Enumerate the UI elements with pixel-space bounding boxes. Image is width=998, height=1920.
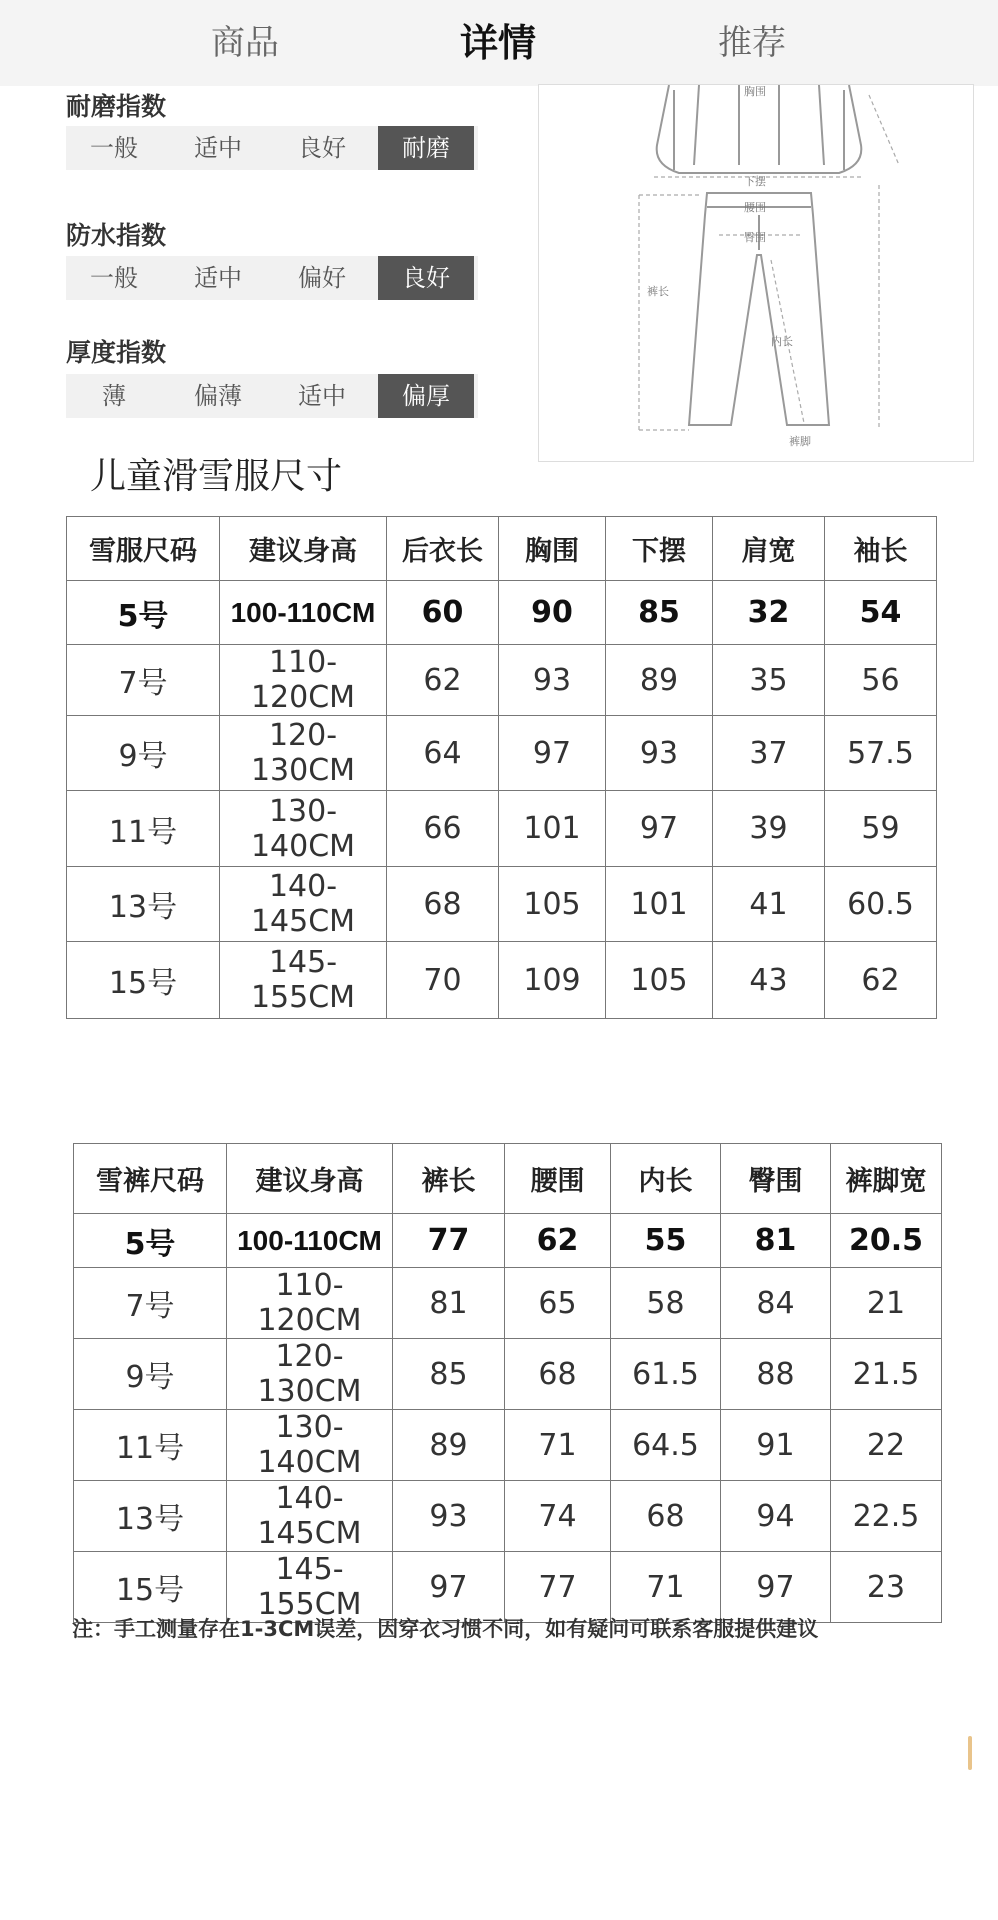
diagram-label: 下摆 bbox=[744, 175, 766, 188]
tab-details[interactable]: 详情 bbox=[459, 21, 536, 65]
wear-option: 一般 bbox=[90, 134, 138, 162]
table-cell: 66 bbox=[387, 791, 499, 867]
table-cell: 11号 bbox=[74, 1410, 227, 1481]
header-cell: 腰围 bbox=[505, 1144, 611, 1214]
table-cell: 21 bbox=[831, 1268, 942, 1339]
waterproof-option: 偏好 bbox=[298, 264, 346, 292]
table-header-row bbox=[74, 1144, 942, 1214]
table-cell: 62 bbox=[387, 645, 499, 716]
thickness-option: 适中 bbox=[298, 382, 346, 410]
waterproof-index-title: 防水指数 bbox=[66, 221, 167, 250]
table-cell: 21.5 bbox=[831, 1339, 942, 1410]
diagram-label: 胸围 bbox=[744, 85, 766, 98]
table-cell: 20.5 bbox=[831, 1214, 942, 1268]
table-cell: 97 bbox=[721, 1552, 831, 1623]
table-cell: 41 bbox=[713, 867, 825, 942]
table-cell: 22 bbox=[831, 1410, 942, 1481]
table-cell: 110-120CM bbox=[227, 1268, 393, 1339]
thickness-option: 偏薄 bbox=[194, 382, 242, 410]
table-cell: 5号 bbox=[74, 1214, 227, 1268]
table-cell: 130-140CM bbox=[227, 1410, 393, 1481]
waterproof-option-selected: 良好 bbox=[378, 256, 474, 300]
table-cell: 81 bbox=[393, 1268, 505, 1339]
table-cell: 64.5 bbox=[611, 1410, 721, 1481]
thickness-index-title: 厚度指数 bbox=[66, 338, 167, 367]
table-cell: 109 bbox=[499, 942, 606, 1019]
table-row bbox=[67, 791, 937, 867]
table-cell: 140-145CM bbox=[227, 1481, 393, 1552]
wear-option: 良好 bbox=[298, 134, 346, 162]
table-row bbox=[74, 1214, 942, 1268]
waterproof-index-bar bbox=[66, 256, 478, 300]
jacket-size-table bbox=[66, 516, 937, 1019]
table-row bbox=[74, 1481, 942, 1552]
table-cell: 62 bbox=[825, 942, 937, 1019]
table-cell: 22.5 bbox=[831, 1481, 942, 1552]
table-cell: 35 bbox=[713, 645, 825, 716]
table-cell: 120-130CM bbox=[227, 1339, 393, 1410]
table-cell: 13号 bbox=[74, 1481, 227, 1552]
table-cell: 71 bbox=[505, 1410, 611, 1481]
measurement-note: 注：手工测量存在1-3CM误差，因穿衣习惯不同，如有疑问可联系客服提供建议 bbox=[72, 1617, 819, 1641]
table-cell: 74 bbox=[505, 1481, 611, 1552]
table-cell: 58 bbox=[611, 1268, 721, 1339]
table-row bbox=[67, 645, 937, 716]
table-row bbox=[67, 942, 937, 1019]
table-cell: 97 bbox=[606, 791, 713, 867]
table-cell: 101 bbox=[606, 867, 713, 942]
header-cell: 内长 bbox=[611, 1144, 721, 1214]
thickness-index-bar bbox=[66, 374, 478, 418]
table-cell: 9号 bbox=[74, 1339, 227, 1410]
table-cell: 93 bbox=[393, 1481, 505, 1552]
table-row bbox=[74, 1339, 942, 1410]
table-cell: 65 bbox=[505, 1268, 611, 1339]
table-cell: 89 bbox=[606, 645, 713, 716]
wear-option: 适中 bbox=[194, 134, 242, 162]
table-cell: 77 bbox=[505, 1552, 611, 1623]
table-cell: 71 bbox=[611, 1552, 721, 1623]
table-cell: 100-110CM bbox=[227, 1214, 393, 1268]
pants-size-table bbox=[73, 1143, 942, 1623]
diagram-label: 臀围 bbox=[744, 231, 766, 244]
header-cell: 下摆 bbox=[606, 517, 713, 581]
table-cell: 55 bbox=[611, 1214, 721, 1268]
wear-option-selected: 耐磨 bbox=[378, 126, 474, 170]
thickness-option-selected: 偏厚 bbox=[378, 374, 474, 418]
table-cell: 91 bbox=[721, 1410, 831, 1481]
table-cell: 101 bbox=[499, 791, 606, 867]
section-title: 儿童滑雪服尺寸 bbox=[90, 456, 343, 497]
table-cell: 93 bbox=[606, 716, 713, 791]
table-cell: 77 bbox=[393, 1214, 505, 1268]
table-cell: 13号 bbox=[67, 867, 220, 942]
table-cell: 85 bbox=[393, 1339, 505, 1410]
table-cell: 62 bbox=[505, 1214, 611, 1268]
table-cell: 68 bbox=[611, 1481, 721, 1552]
table-cell: 70 bbox=[387, 942, 499, 1019]
table-cell: 81 bbox=[721, 1214, 831, 1268]
top-tab-bar bbox=[0, 0, 998, 86]
table-cell: 61.5 bbox=[611, 1339, 721, 1410]
edge-decoration bbox=[968, 1736, 972, 1770]
header-cell: 袖长 bbox=[825, 517, 937, 581]
table-cell: 120-130CM bbox=[220, 716, 387, 791]
table-row bbox=[74, 1552, 942, 1623]
table-cell: 110-120CM bbox=[220, 645, 387, 716]
header-cell: 胸围 bbox=[499, 517, 606, 581]
table-cell: 100-110CM bbox=[220, 581, 387, 645]
table-cell: 97 bbox=[499, 716, 606, 791]
table-cell: 5号 bbox=[67, 581, 220, 645]
table-cell: 145-155CM bbox=[227, 1552, 393, 1623]
table-row bbox=[67, 867, 937, 942]
table-cell: 37 bbox=[713, 716, 825, 791]
table-cell: 84 bbox=[721, 1268, 831, 1339]
tab-product[interactable]: 商品 bbox=[211, 23, 279, 63]
table-cell: 93 bbox=[499, 645, 606, 716]
header-cell: 建议身高 bbox=[220, 517, 387, 581]
table-cell: 105 bbox=[606, 942, 713, 1019]
wear-index-bar bbox=[66, 126, 478, 170]
table-cell: 89 bbox=[393, 1410, 505, 1481]
table-cell: 140-145CM bbox=[220, 867, 387, 942]
diagram-label: 裤长 bbox=[647, 285, 669, 298]
tab-recommend[interactable]: 推荐 bbox=[718, 23, 786, 63]
table-row bbox=[67, 716, 937, 791]
table-cell: 15号 bbox=[74, 1552, 227, 1623]
header-cell: 雪服尺码 bbox=[67, 517, 220, 581]
table-row bbox=[74, 1268, 942, 1339]
diagram-label: 内长 bbox=[771, 335, 793, 348]
table-cell: 90 bbox=[499, 581, 606, 645]
header-cell: 臀围 bbox=[721, 1144, 831, 1214]
waterproof-option: 适中 bbox=[194, 264, 242, 292]
table-cell: 9号 bbox=[67, 716, 220, 791]
header-cell: 建议身高 bbox=[227, 1144, 393, 1214]
header-cell: 雪裤尺码 bbox=[74, 1144, 227, 1214]
table-cell: 60.5 bbox=[825, 867, 937, 942]
garment-illustration bbox=[539, 85, 973, 461]
table-cell: 7号 bbox=[74, 1268, 227, 1339]
table-cell: 97 bbox=[393, 1552, 505, 1623]
diagram-label: 裤脚 bbox=[789, 435, 811, 448]
table-cell: 68 bbox=[387, 867, 499, 942]
table-cell: 54 bbox=[825, 581, 937, 645]
table-cell: 105 bbox=[499, 867, 606, 942]
table-cell: 145-155CM bbox=[220, 942, 387, 1019]
table-cell: 60 bbox=[387, 581, 499, 645]
header-cell: 后衣长 bbox=[387, 517, 499, 581]
table-cell: 39 bbox=[713, 791, 825, 867]
diagram-label: 腰围 bbox=[744, 201, 766, 214]
measurement-diagram bbox=[538, 84, 974, 462]
table-cell: 15号 bbox=[67, 942, 220, 1019]
waterproof-option: 一般 bbox=[90, 264, 138, 292]
table-cell: 57.5 bbox=[825, 716, 937, 791]
header-cell: 肩宽 bbox=[713, 517, 825, 581]
table-cell: 59 bbox=[825, 791, 937, 867]
table-row bbox=[74, 1410, 942, 1481]
table-cell: 130-140CM bbox=[220, 791, 387, 867]
table-row bbox=[67, 581, 937, 645]
table-cell: 43 bbox=[713, 942, 825, 1019]
table-cell: 32 bbox=[713, 581, 825, 645]
header-cell: 裤长 bbox=[393, 1144, 505, 1214]
table-cell: 68 bbox=[505, 1339, 611, 1410]
thickness-option: 薄 bbox=[102, 382, 126, 410]
table-cell: 88 bbox=[721, 1339, 831, 1410]
table-cell: 23 bbox=[831, 1552, 942, 1623]
table-cell: 7号 bbox=[67, 645, 220, 716]
header-cell: 裤脚宽 bbox=[831, 1144, 942, 1214]
wear-index-title: 耐磨指数 bbox=[66, 92, 167, 121]
table-cell: 85 bbox=[606, 581, 713, 645]
table-cell: 64 bbox=[387, 716, 499, 791]
table-header-row bbox=[67, 517, 937, 581]
table-cell: 11号 bbox=[67, 791, 220, 867]
table-cell: 94 bbox=[721, 1481, 831, 1552]
table-cell: 56 bbox=[825, 645, 937, 716]
